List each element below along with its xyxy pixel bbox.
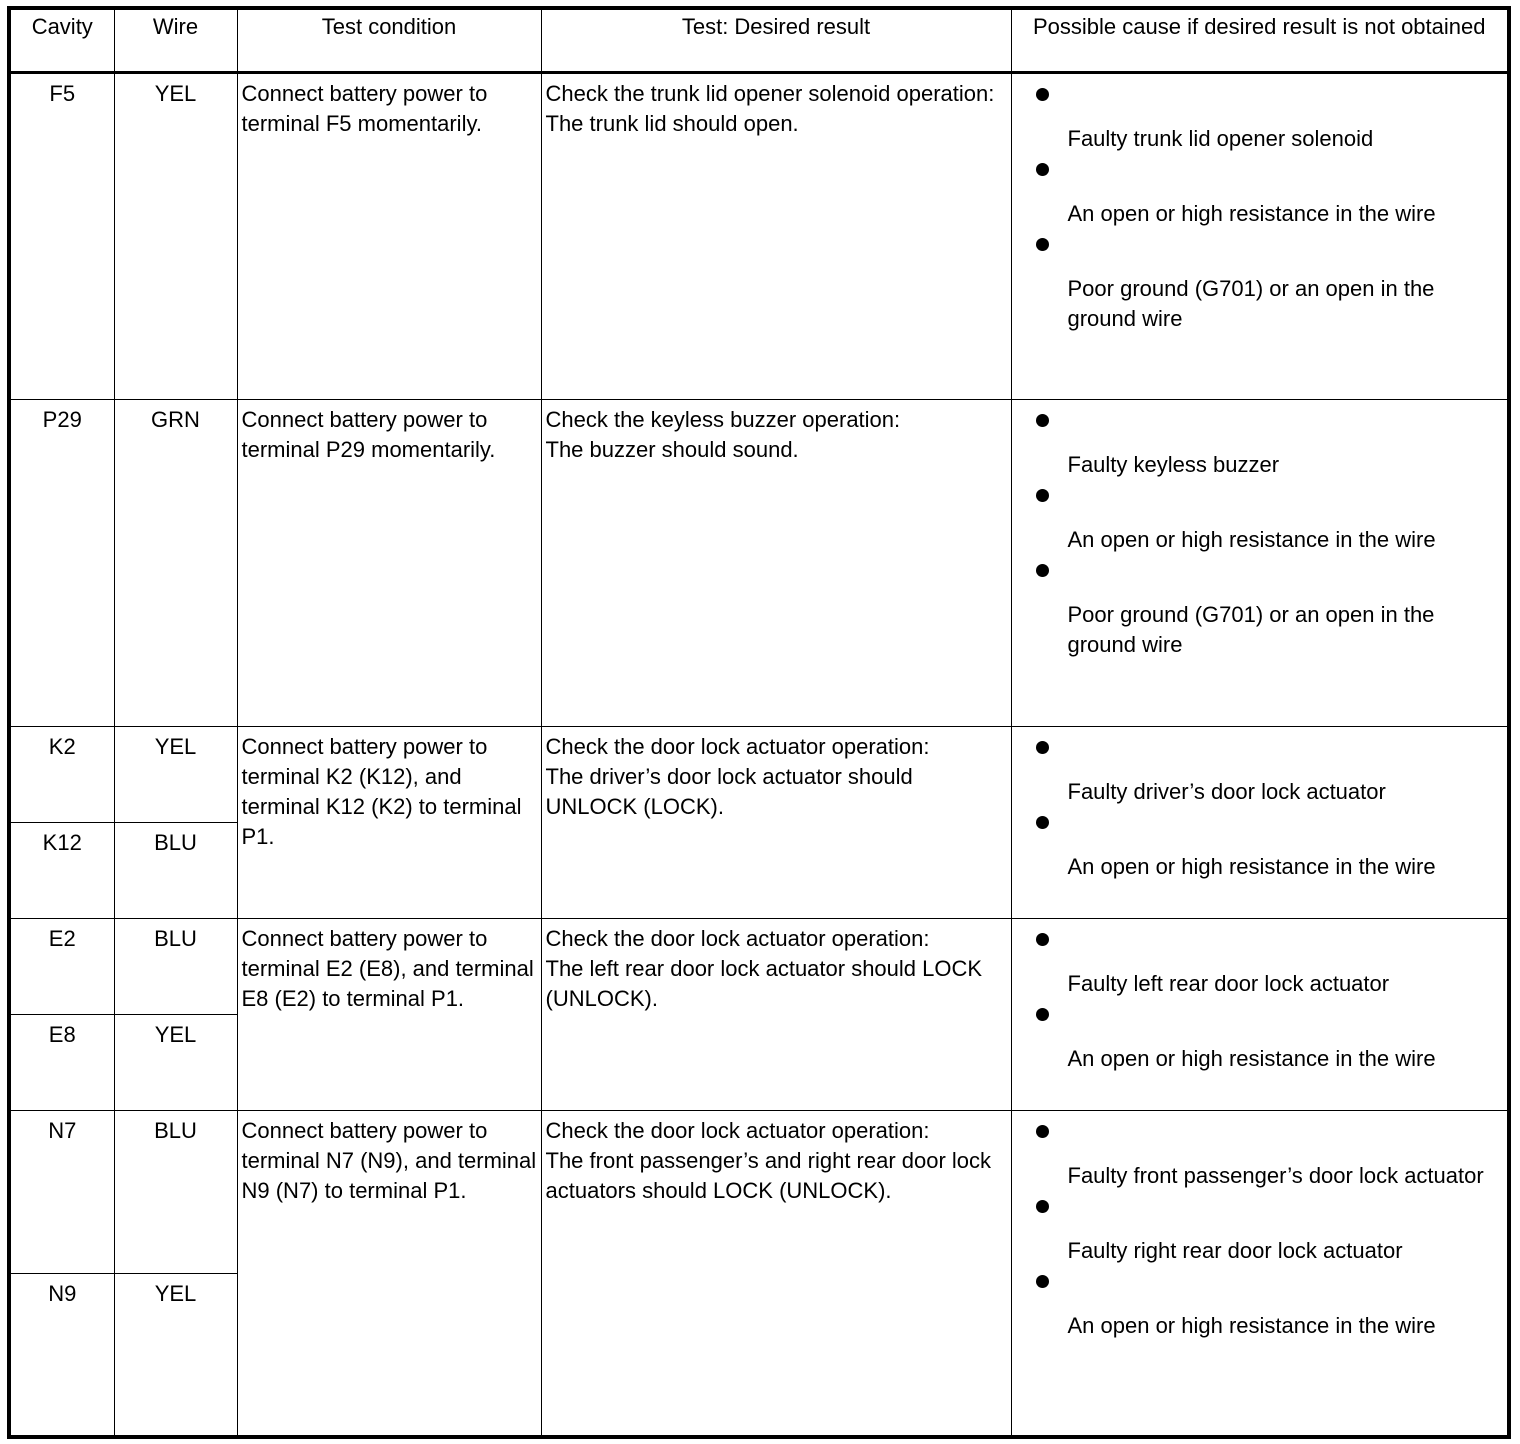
desired-result-cell [541, 400, 1011, 727]
wire-cell: YEL [114, 1274, 237, 1437]
cavity-cell: K12 [9, 823, 114, 919]
test-condition-cell: Connect battery power to terminal F5 momentarily. [237, 73, 541, 400]
result-line: The left rear door lock actuator should LOCK (UNLOCK). [545, 956, 983, 1011]
result-line: Check the door lock actuator operation: [545, 926, 930, 951]
bullet-icon [1036, 1275, 1049, 1288]
possible-cause-cell [1011, 1111, 1509, 1437]
cavity-cell: N9 [9, 1274, 114, 1437]
table-row [9, 73, 1509, 400]
result-line: The front passenger’s and right rear door lock actuators should LOCK (UNLOCK). [545, 1148, 992, 1203]
cause-item: An open or high resistance in the wire [1016, 1266, 1504, 1341]
wire-cell: BLU [114, 823, 237, 919]
bullet-icon [1036, 238, 1049, 251]
wire-cell: BLU [114, 919, 237, 1015]
bullet-icon [1036, 1200, 1049, 1213]
cavity-cell: E8 [9, 1015, 114, 1111]
bullet-icon [1036, 414, 1049, 427]
possible-cause-cell [1011, 73, 1509, 400]
desired-result-cell [541, 919, 1011, 1111]
cause-item: Faulty front passenger’s door lock actuator [1016, 1116, 1504, 1191]
header-possible-cause: Possible cause if desired result is not obtained [1011, 8, 1509, 73]
bullet-icon [1036, 816, 1049, 829]
possible-cause-cell [1011, 400, 1509, 727]
bullet-icon [1036, 564, 1049, 577]
cause-item: Poor ground (G701) or an open in the ground wire [1016, 229, 1504, 334]
table-row [9, 919, 1509, 1015]
desired-result-cell [541, 1111, 1011, 1437]
desired-result-cell [541, 73, 1011, 400]
cause-item: An open or high resistance in the wire [1016, 154, 1504, 229]
bullet-icon [1036, 1008, 1049, 1021]
result-line: The trunk lid should open. [545, 111, 799, 136]
header-wire: Wire [114, 8, 237, 73]
cavity-cell: N7 [9, 1111, 114, 1274]
desired-result-cell [541, 727, 1011, 919]
test-table [7, 6, 1511, 1439]
result-line: Check the trunk lid opener solenoid operation: [545, 81, 995, 106]
cause-item: Poor ground (G701) or an open in the ground wire [1016, 555, 1504, 660]
bullet-icon [1036, 163, 1049, 176]
table-row [9, 727, 1509, 823]
cause-item: Faulty left rear door lock actuator [1016, 924, 1504, 999]
table-row [9, 400, 1509, 727]
possible-cause-cell [1011, 727, 1509, 919]
header-desired-result: Test: Desired result [541, 8, 1011, 73]
cavity-cell: F5 [9, 73, 114, 400]
bullet-icon [1036, 88, 1049, 101]
test-condition-cell: Connect battery power to terminal E2 (E8), and terminal E8 (E2) to terminal P1. [237, 919, 541, 1111]
result-line: Check the door lock actuator operation: [545, 734, 930, 759]
result-line: The buzzer should sound. [545, 437, 799, 462]
bullet-icon [1036, 933, 1049, 946]
header-test-condition: Test condition [237, 8, 541, 73]
bullet-icon [1036, 741, 1049, 754]
table-row [9, 1111, 1509, 1274]
wire-cell: YEL [114, 1015, 237, 1111]
result-line: The driver’s door lock actuator should UNLOCK (LOCK). [545, 764, 913, 819]
cause-item: An open or high resistance in the wire [1016, 999, 1504, 1074]
cavity-cell: P29 [9, 400, 114, 727]
cause-item: Faulty trunk lid opener solenoid [1016, 79, 1504, 154]
cavity-cell: K2 [9, 727, 114, 823]
test-condition-cell: Connect battery power to terminal P29 momentarily. [237, 400, 541, 727]
cause-item: Faulty driver’s door lock actuator [1016, 732, 1504, 807]
bullet-icon [1036, 1125, 1049, 1138]
result-line: Check the door lock actuator operation: [545, 1118, 930, 1143]
cause-item: An open or high resistance in the wire [1016, 807, 1504, 882]
cause-item: An open or high resistance in the wire [1016, 480, 1504, 555]
wire-cell: BLU [114, 1111, 237, 1274]
test-condition-cell: Connect battery power to terminal N7 (N9), and terminal N9 (N7) to terminal P1. [237, 1111, 541, 1437]
header-cavity: Cavity [9, 8, 114, 73]
wire-cell: GRN [114, 400, 237, 727]
result-line: Check the keyless buzzer operation: [545, 407, 901, 432]
header-row [9, 8, 1509, 73]
cause-item: Faulty right rear door lock actuator [1016, 1191, 1504, 1266]
cause-item: Faulty keyless buzzer [1016, 405, 1504, 480]
test-condition-cell: Connect battery power to terminal K2 (K12), and terminal K12 (K2) to terminal P1. [237, 727, 541, 919]
wire-cell: YEL [114, 73, 237, 400]
cavity-cell: E2 [9, 919, 114, 1015]
wire-cell: YEL [114, 727, 237, 823]
possible-cause-cell [1011, 919, 1509, 1111]
bullet-icon [1036, 489, 1049, 502]
